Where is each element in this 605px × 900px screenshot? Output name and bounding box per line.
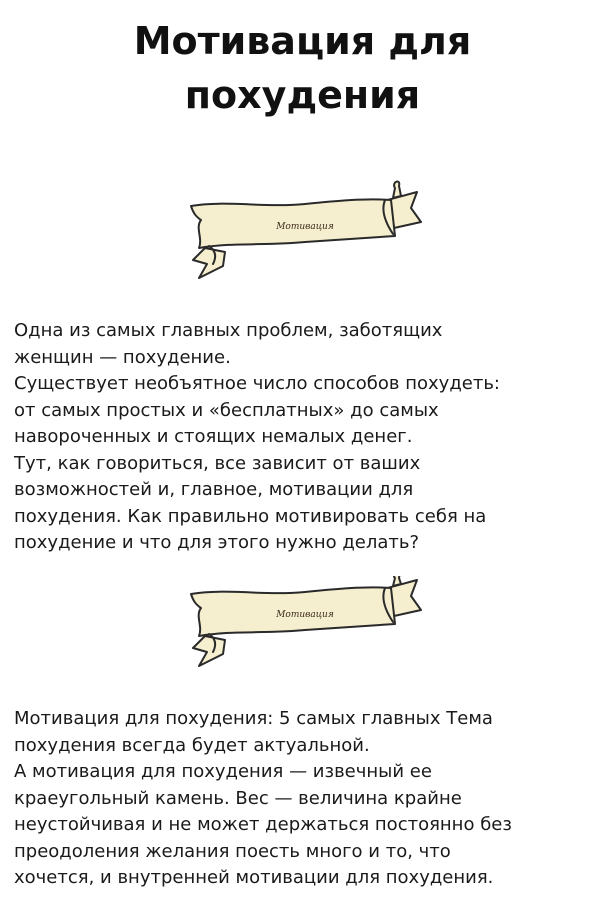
- paragraph-line: Одна из самых главных проблем, заботящих: [14, 320, 443, 341]
- scroll-ribbon-icon: [185, 576, 425, 686]
- paragraph-line: Мотивация для похудения: 5 самых главных Тема: [14, 708, 493, 729]
- paragraph-line: неустойчивая и не может держаться постоянно без: [14, 814, 512, 835]
- banner-label-1: Мотивация: [276, 222, 334, 232]
- intro-paragraph: [14, 318, 594, 557]
- paragraph-line: похудения. Как правильно мотивировать себя на: [14, 505, 487, 527]
- scroll-banner-1: [185, 178, 425, 288]
- paragraph-line: возможностей и, главное, мотивации для: [14, 479, 414, 500]
- page-title-line-2: похудения: [184, 73, 421, 117]
- paragraph-line: навороченных и стоящих немалых денег.: [14, 426, 413, 447]
- paragraph-line: похудения всегда будет актуальной.: [14, 734, 370, 756]
- page-title: [0, 14, 605, 122]
- paragraph-line: женщин — похудение.: [14, 346, 231, 368]
- paragraph-line: Существует необъятное число способов похудеть:: [14, 373, 500, 394]
- paragraph-line: краеугольный камень. Вес — величина крайне: [14, 787, 462, 809]
- paragraph-line: преодоления желания поесть много и то, что: [14, 840, 451, 862]
- scroll-banner-2: [185, 576, 425, 686]
- paragraph-line: хочется, и внутренней мотивации для похудения.: [14, 867, 494, 888]
- paragraph-line: А мотивация для похудения — извечный ее: [14, 761, 432, 782]
- scroll-ribbon-icon: [185, 178, 425, 288]
- page-title-line-1: Мотивация для: [133, 19, 472, 63]
- paragraph-line: Тут, как говориться, все зависит от ваших: [14, 452, 421, 474]
- paragraph-line: похудение и что для этого нужно делать?: [14, 532, 420, 553]
- paragraph-line: от самых простых и «бесплатных» до самых: [14, 399, 439, 421]
- banner-label-2: Мотивация: [276, 610, 334, 620]
- motivation-paragraph: [14, 706, 594, 892]
